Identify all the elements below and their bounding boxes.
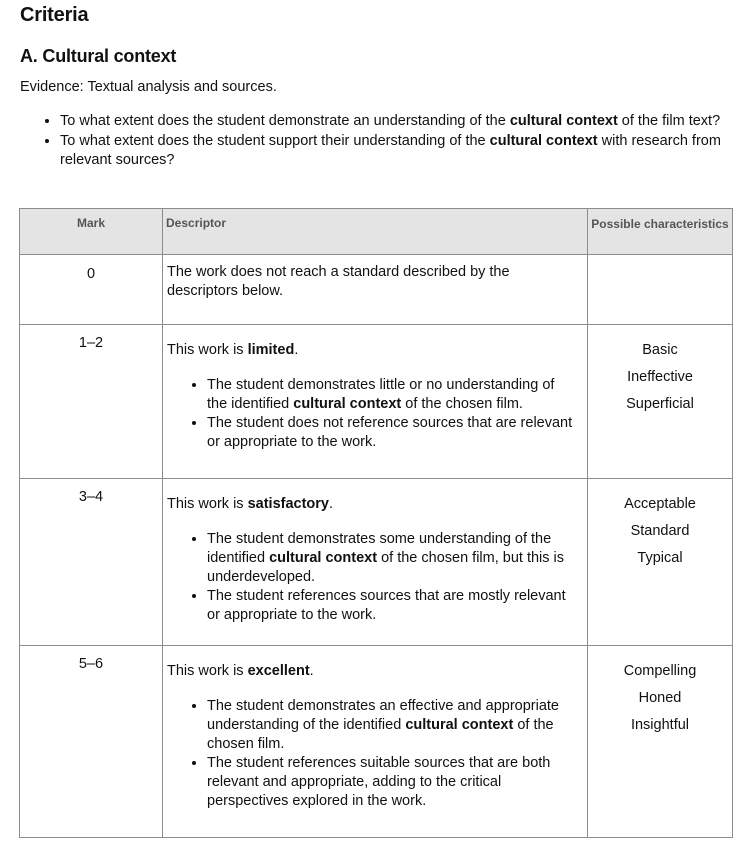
descriptor-intro (167, 341, 575, 360)
descriptor-cell (163, 255, 588, 325)
characteristic: Typical (637, 550, 683, 566)
descriptor-bullet (207, 754, 575, 811)
question-text: To what extent does the student support their understanding of the (60, 132, 490, 149)
descriptor-cell (163, 479, 588, 646)
descriptor-bullet (207, 530, 575, 587)
descriptor-bullets (167, 530, 575, 625)
descriptor-bullets (167, 697, 575, 811)
bullet-text: of the chosen film. (401, 396, 523, 412)
bullet-text: of the chosen film. (207, 717, 554, 752)
evidence-text: Evidence: Textual analysis and sources. (20, 79, 277, 95)
mark-cell: 3–4 (20, 479, 163, 646)
page-title: Criteria (20, 4, 89, 26)
header-mark: Mark (20, 209, 163, 255)
characteristic: Compelling (623, 663, 697, 679)
bullet-text: The student references sources that are mostly relevant or appropriate to the work. (207, 588, 566, 623)
question-item (60, 112, 741, 132)
bullet-text: The student demonstrates an effective and appropriate understanding of the identified (207, 698, 559, 733)
mark-cell: 1–2 (20, 325, 163, 479)
descriptor-bullet (207, 697, 575, 754)
table-header-row (20, 209, 733, 255)
descriptor-text: . (328, 496, 334, 512)
header-characteristics: Possible characteristics (588, 209, 733, 255)
characteristic: Standard (630, 523, 690, 539)
characteristic: Honed (638, 690, 682, 706)
descriptor-cell (163, 325, 588, 479)
descriptor-text: This work is (167, 663, 248, 679)
bullet-text: The student references suitable sources that are both relevant and appropriate, adding to the critical perspectives explored in the work. (207, 755, 551, 809)
descriptor-intro (167, 662, 575, 681)
descriptor-text: . (309, 663, 314, 679)
level-term: satisfactory (247, 496, 329, 512)
mark-cell: 0 (20, 255, 163, 325)
table-row (20, 646, 733, 838)
question-list (40, 112, 741, 171)
characteristic: Insightful (630, 717, 690, 733)
bullet-text: The student demonstrates little or no understanding of the identified (207, 377, 555, 412)
level-term: limited (247, 342, 295, 358)
descriptor-intro (167, 495, 575, 514)
table-row (20, 479, 733, 646)
characteristics-cell (588, 646, 733, 838)
descriptor-text: This work is (167, 342, 248, 358)
level-term: excellent (247, 663, 310, 679)
descriptor-bullets (167, 376, 575, 452)
table-row (20, 255, 733, 325)
characteristics-cell (588, 255, 733, 325)
descriptor-cell (163, 646, 588, 838)
characteristics-cell (588, 479, 733, 646)
table-row (20, 325, 733, 479)
characteristic: Basic (642, 342, 678, 358)
characteristic: Superficial (626, 396, 694, 412)
bullet-text: The student demonstrates some understanding of the identified (207, 531, 552, 566)
characteristic: Ineffective (627, 369, 693, 385)
section-title: A. Cultural context (20, 46, 177, 66)
characteristics-cell (588, 325, 733, 479)
bullet-bold-term: cultural context (293, 396, 402, 412)
descriptor-text: The work does not reach a standard described by the descriptors below. (167, 264, 510, 299)
descriptor-bullet (207, 414, 575, 452)
question-bold-term: cultural context (489, 132, 598, 149)
bullet-bold-term: cultural context (269, 550, 378, 566)
bullet-text: The student does not reference sources that are relevant or appropriate to the work. (207, 415, 573, 450)
markband-table (19, 208, 733, 838)
header-descriptor: Descriptor (163, 209, 588, 255)
descriptor-bullet (207, 587, 575, 625)
descriptor-text: This work is (167, 496, 248, 512)
bullet-bold-term: cultural context (405, 717, 514, 733)
question-text: To what extent does the student demonstrate an understanding of the (60, 113, 510, 129)
question-text: with research from relevant sources? (60, 132, 721, 168)
bullet-text: of the chosen film, but this is underdeveloped. (207, 550, 565, 585)
mark-cell: 5–6 (20, 646, 163, 838)
question-bold-term: cultural context (509, 113, 618, 129)
characteristic: Acceptable (624, 496, 696, 512)
descriptor-bullet (207, 376, 575, 414)
question-text: of the film text? (617, 113, 721, 129)
question-item (60, 132, 741, 171)
descriptor-text: . (294, 342, 299, 358)
